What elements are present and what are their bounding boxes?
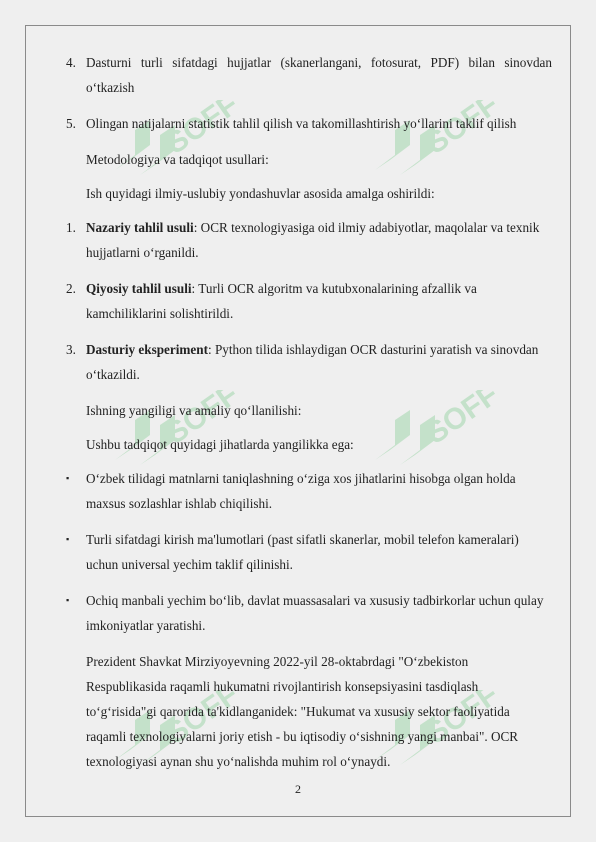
bullet-item — [66, 466, 552, 516]
list-item — [66, 337, 552, 387]
bullet-icon: ▪ — [66, 534, 70, 544]
section-intro: Ish quyidagi ilmiy-uslubiy yondashuvlar asosida amalga oshirildi: — [86, 186, 435, 201]
section-heading: Metodologiya va tadqiqot usullari: — [86, 152, 269, 167]
bullet-item — [66, 588, 552, 638]
method-name: Dasturiy eksperiment — [86, 342, 208, 357]
section-intro: Ushbu tadqiqot quyidagi jihatlarda yangilikka ega: — [86, 437, 354, 452]
list-number: 5. — [66, 116, 76, 131]
list-number: 1. — [66, 220, 76, 235]
method-description: : Turli OCR algoritm va kutubxonalarining afzallik va kamchiliklarini solishtirildi. — [86, 281, 477, 321]
svg-text:SOFF: SOFF — [420, 390, 495, 451]
bullet-item-text: Turli sifatdagi kirish ma'lumotlari (past sifatli skanerlar, mobil telefon kameralari) uchun universal yechim taklif qilinishi. — [86, 532, 519, 572]
list-item — [66, 111, 552, 136]
bullet-item-text: O‘zbek tilidagi matnlarni taniqlashning o‘ziga xos jihatlarini hisobga olgan holda maxsus sozlashlar ishlab chiqilishi. — [86, 471, 516, 511]
method-description: : OCR texnologiyasiga oid ilmiy adabiyotlar, maqolalar va texnik hujjatlarni o‘rganildi. — [86, 220, 540, 260]
svg-text:SOFF: SOFF — [420, 690, 495, 751]
document-body — [66, 50, 552, 774]
svg-text:SOFF: SOFF — [160, 390, 235, 451]
svg-text:SOFF: SOFF — [160, 100, 235, 161]
list-number: 2. — [66, 281, 76, 296]
list-item — [66, 215, 552, 265]
method-description: : Python tilida ishlaydigan OCR dasturini yaratish va sinovdan o‘tkazildi. — [86, 342, 539, 382]
list-item — [66, 50, 552, 100]
method-name: Qiyosiy tahlil usuli — [86, 281, 192, 296]
method-name: Nazariy tahlil usuli — [86, 220, 194, 235]
bullet-icon: ▪ — [66, 473, 70, 483]
bullet-item-text: Ochiq manbali yechim bo‘lib, davlat muassasalari va xususiy tadbirkorlar uchun qulay imkoniyatlar yaratishi. — [86, 593, 544, 633]
svg-text:SOFF: SOFF — [420, 100, 495, 161]
list-item-text: Olingan natijalarni statistik tahlil qilish va takomillashtirish yo‘llarini taklif qilish — [86, 116, 517, 131]
svg-text:SOFF: SOFF — [160, 690, 235, 751]
closing-paragraph: Prezident Shavkat Mirziyoyevning 2022-yil 28-oktabrdagi "O‘zbekiston Respublikasida raqamli hukumatni rivojlantirish konsepsiyasini tasdiqlash to‘g‘risida"gi qarorida ta'kidlanganidek: "Hukumat va xususiy sektor faoliyatida raqamli texnologiyalarni joriy etish - bu iqtisodiy o‘sishning yangi manbai". OCR texnologiyasi aynan shu yo‘nalishda muhim rol o‘ynaydi. — [86, 654, 519, 769]
list-number: 3. — [66, 342, 76, 357]
bullet-item — [66, 527, 552, 577]
list-item — [66, 276, 552, 326]
section-heading: Ishning yangiligi va amaliy qo‘llanilishi: — [86, 403, 302, 418]
bullet-icon: ▪ — [66, 595, 70, 605]
list-number: 4. — [66, 55, 76, 70]
list-item-text: Dasturni turli sifatdagi hujjatlar (skanerlangani, fotosurat, PDF) bilan sinovdan o‘tkazish — [86, 55, 552, 95]
page-number: 2 — [295, 782, 301, 796]
